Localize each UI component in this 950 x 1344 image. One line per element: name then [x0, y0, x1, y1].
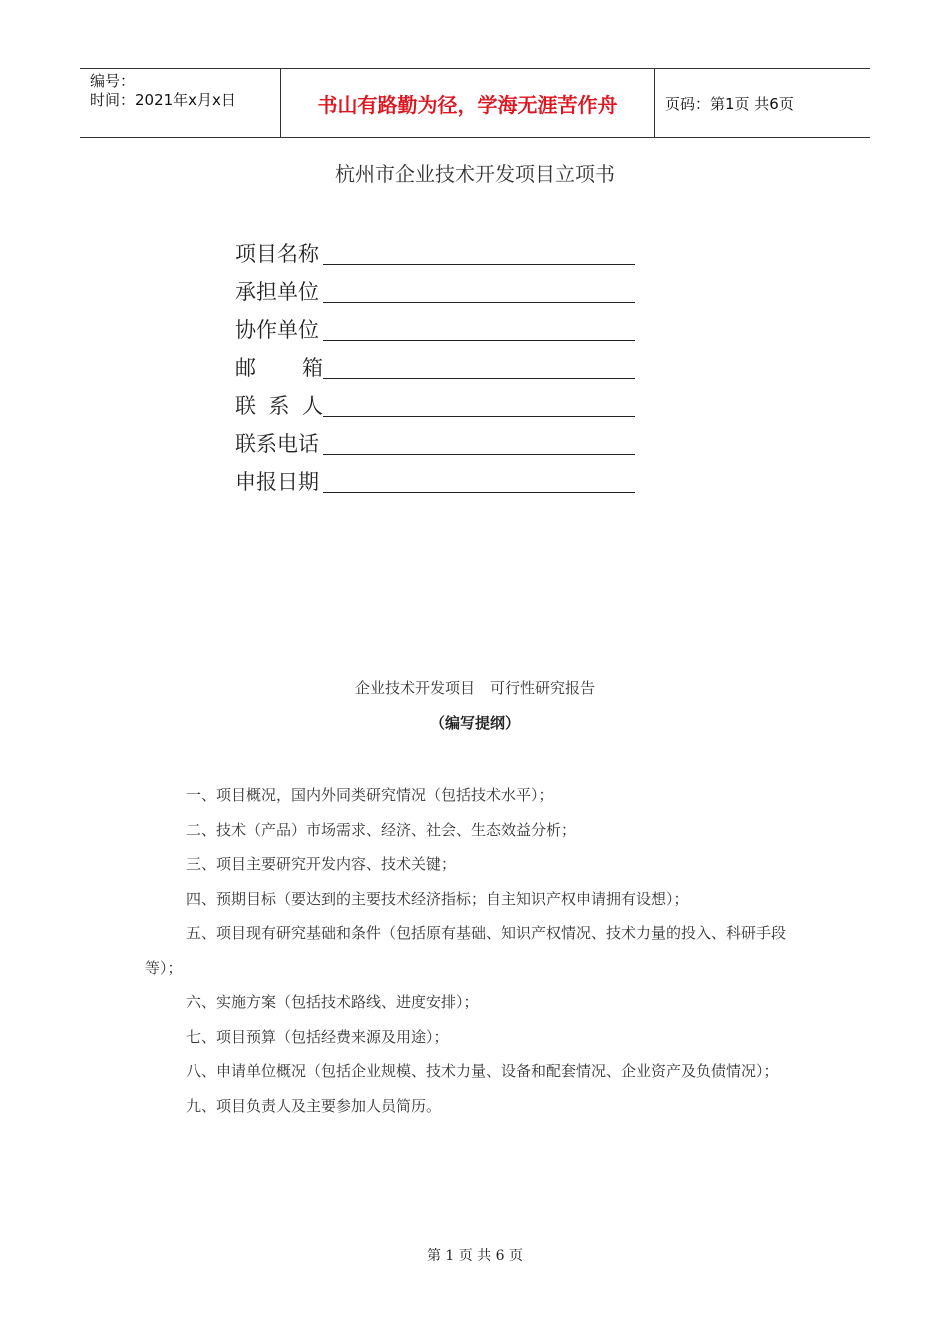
field-mailbox[interactable]: [235, 344, 635, 382]
outline-item: 九、项目负责人及主要参加人员简历。: [186, 1096, 442, 1115]
outline-item: 七、项目预算（包括经费来源及用途）；: [186, 1027, 449, 1046]
field-blank-line[interactable]: [323, 277, 635, 303]
field-blank-line[interactable]: [323, 429, 635, 455]
field-project-name[interactable]: [235, 230, 635, 268]
outline-item: 二、技术（产品）市场需求、经济、社会、生态效益分析；: [186, 820, 577, 839]
section-title: 企业技术开发项目 可行性研究报告: [354, 679, 595, 697]
header-number-label: 编号：: [90, 72, 136, 90]
outline-item: 三、项目主要研究开发内容、技术关键；: [186, 855, 457, 873]
outline-item: 五、项目现有研究基础和条件（包括原有基础、知识产权情况、技术力量的投入、科研手段等）；: [145, 924, 787, 977]
field-label: [235, 354, 323, 382]
field-label: 申报日期: [235, 470, 319, 494]
outline-item: 八、申请单位概况（包括企业规模、技术力量、设备和配套情况、企业资产及负债情况）；: [186, 1062, 779, 1080]
field-contact-phone[interactable]: [235, 420, 635, 458]
header-time-label: 时间：2021年x月x日: [90, 91, 236, 109]
outline-item: 六、实施方案（包括技术路线、进度安排）；: [186, 993, 479, 1011]
field-label-char: 邮: [235, 356, 256, 380]
field-label-char: 箱: [302, 356, 323, 380]
header-meta: [80, 69, 280, 137]
field-label-char: 系: [268, 394, 290, 418]
field-cooperating-unit[interactable]: [235, 306, 635, 344]
field-undertaking-unit[interactable]: [235, 268, 635, 306]
field-application-date[interactable]: [235, 458, 635, 496]
form-fields: [235, 230, 635, 496]
field-blank-line[interactable]: [323, 467, 635, 493]
page-footer: 第 1 页 共 6 页: [426, 1248, 524, 1264]
field-blank-line[interactable]: [323, 239, 635, 265]
outline-item: 一、项目概况，国内外同类研究情况（包括技术水平）；: [186, 786, 554, 804]
field-label: [235, 392, 323, 420]
field-label: 协作单位: [235, 318, 319, 342]
field-label: 联系电话: [235, 432, 319, 456]
field-label: 项目名称: [235, 242, 319, 266]
field-blank-line[interactable]: [323, 391, 635, 417]
field-blank-line[interactable]: [323, 353, 635, 379]
section-subtitle: （编写提纲）: [429, 714, 520, 732]
outline-list: [145, 778, 810, 1123]
field-label-char: 联: [235, 394, 256, 418]
outline-item: 四、预期目标（要达到的主要技术经济指标；自主知识产权申请拥有设想）；: [186, 889, 689, 908]
header-page-info: 页码：第1页 共6页: [665, 94, 794, 113]
header-slogan: 书山有路勤为径，学海无涯苦作舟: [280, 69, 655, 137]
field-label-char: 人: [302, 394, 323, 418]
document-title: 杭州市企业技术开发项目立项书: [335, 162, 615, 186]
field-label: 承担单位: [235, 280, 319, 304]
page-header: [80, 68, 870, 138]
field-contact-person[interactable]: [235, 382, 635, 420]
field-blank-line[interactable]: [323, 315, 635, 341]
